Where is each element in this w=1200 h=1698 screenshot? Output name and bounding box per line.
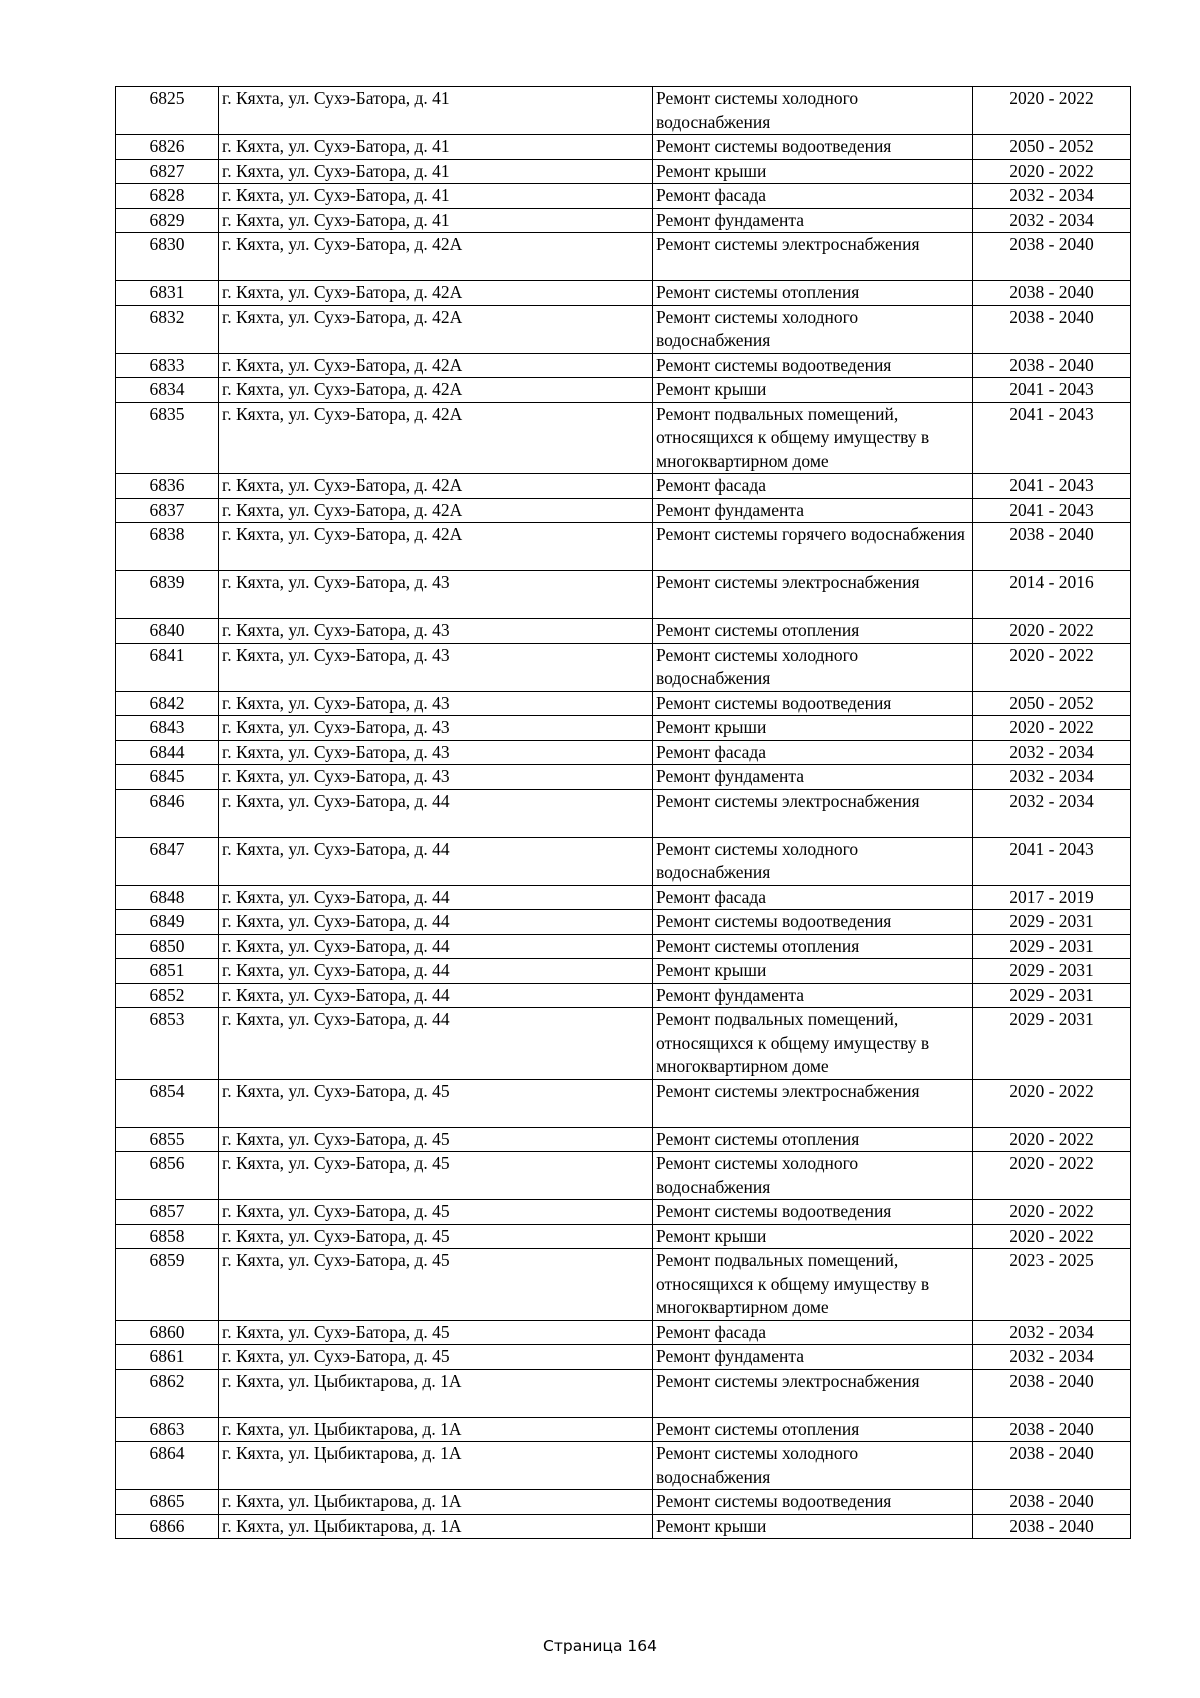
- address-cell: г. Кяхта, ул. Сухэ-Батора, д. 41: [219, 87, 653, 135]
- row-number-cell: 6860: [116, 1320, 219, 1345]
- work-type-cell: Ремонт крыши: [653, 159, 973, 184]
- period-cell: 2041 - 2043: [973, 402, 1131, 474]
- work-type-cell: Ремонт системы водоотведения: [653, 691, 973, 716]
- work-type-cell: Ремонт фасада: [653, 740, 973, 765]
- row-number-cell: 6830: [116, 233, 219, 281]
- row-number-cell: 6846: [116, 789, 219, 837]
- address-cell: г. Кяхта, ул. Сухэ-Батора, д. 43: [219, 571, 653, 619]
- address-cell: г. Кяхта, ул. Цыбиктарова, д. 1А: [219, 1442, 653, 1490]
- address-cell: г. Кяхта, ул. Сухэ-Батора, д. 41: [219, 208, 653, 233]
- table-row: [116, 983, 1131, 1008]
- period-cell: 2029 - 2031: [973, 910, 1131, 935]
- page-footer: [0, 1637, 1200, 1655]
- work-type-cell: Ремонт системы отопления: [653, 281, 973, 306]
- address-cell: г. Кяхта, ул. Сухэ-Батора, д. 45: [219, 1320, 653, 1345]
- table-body: [116, 87, 1131, 1539]
- period-cell: 2038 - 2040: [973, 523, 1131, 571]
- address-cell: г. Кяхта, ул. Сухэ-Батора, д. 42А: [219, 402, 653, 474]
- work-type-cell: Ремонт крыши: [653, 716, 973, 741]
- row-number-cell: 6827: [116, 159, 219, 184]
- work-type-cell: Ремонт крыши: [653, 1514, 973, 1539]
- table-row: [116, 1079, 1131, 1127]
- work-type-cell: Ремонт системы холодного водоснабжения: [653, 643, 973, 691]
- period-cell: 2020 - 2022: [973, 1079, 1131, 1127]
- period-cell: 2017 - 2019: [973, 885, 1131, 910]
- table-row: [116, 910, 1131, 935]
- period-cell: 2029 - 2031: [973, 959, 1131, 984]
- period-cell: 2020 - 2022: [973, 619, 1131, 644]
- table-row: [116, 305, 1131, 353]
- address-cell: г. Кяхта, ул. Сухэ-Батора, д. 44: [219, 910, 653, 935]
- work-type-cell: Ремонт системы холодного водоснабжения: [653, 837, 973, 885]
- work-type-cell: Ремонт системы отопления: [653, 1417, 973, 1442]
- period-cell: 2038 - 2040: [973, 233, 1131, 281]
- address-cell: г. Кяхта, ул. Сухэ-Батора, д. 42А: [219, 378, 653, 403]
- work-type-cell: Ремонт системы электроснабжения: [653, 571, 973, 619]
- period-cell: 2038 - 2040: [973, 281, 1131, 306]
- row-number-cell: 6863: [116, 1417, 219, 1442]
- period-cell: 2023 - 2025: [973, 1249, 1131, 1321]
- table-row: [116, 643, 1131, 691]
- table-row: [116, 378, 1131, 403]
- row-number-cell: 6831: [116, 281, 219, 306]
- row-number-cell: 6852: [116, 983, 219, 1008]
- period-cell: 2020 - 2022: [973, 643, 1131, 691]
- row-number-cell: 6834: [116, 378, 219, 403]
- row-number-cell: 6825: [116, 87, 219, 135]
- row-number-cell: 6845: [116, 765, 219, 790]
- address-cell: г. Кяхта, ул. Сухэ-Батора, д. 44: [219, 789, 653, 837]
- work-type-cell: Ремонт системы электроснабжения: [653, 789, 973, 837]
- table-row: [116, 1369, 1131, 1417]
- address-cell: г. Кяхта, ул. Цыбиктарова, д. 1А: [219, 1490, 653, 1515]
- table-row: [116, 523, 1131, 571]
- repair-schedule-table: [115, 86, 1131, 1539]
- address-cell: г. Кяхта, ул. Сухэ-Батора, д. 43: [219, 691, 653, 716]
- address-cell: г. Кяхта, ул. Сухэ-Батора, д. 42А: [219, 498, 653, 523]
- table-row: [116, 1008, 1131, 1080]
- period-cell: 2014 - 2016: [973, 571, 1131, 619]
- period-cell: 2038 - 2040: [973, 1442, 1131, 1490]
- address-cell: г. Кяхта, ул. Сухэ-Батора, д. 42А: [219, 305, 653, 353]
- address-cell: г. Кяхта, ул. Сухэ-Батора, д. 43: [219, 643, 653, 691]
- row-number-cell: 6847: [116, 837, 219, 885]
- address-cell: г. Кяхта, ул. Сухэ-Батора, д. 42А: [219, 353, 653, 378]
- period-cell: 2020 - 2022: [973, 716, 1131, 741]
- work-type-cell: Ремонт системы водоотведения: [653, 1200, 973, 1225]
- row-number-cell: 6862: [116, 1369, 219, 1417]
- table-row: [116, 474, 1131, 499]
- table-row: [116, 184, 1131, 209]
- work-type-cell: Ремонт системы холодного водоснабжения: [653, 87, 973, 135]
- table-row: [116, 159, 1131, 184]
- row-number-cell: 6843: [116, 716, 219, 741]
- table-row: [116, 135, 1131, 160]
- row-number-cell: 6858: [116, 1224, 219, 1249]
- work-type-cell: Ремонт системы холодного водоснабжения: [653, 1152, 973, 1200]
- period-cell: 2050 - 2052: [973, 135, 1131, 160]
- address-cell: г. Кяхта, ул. Цыбиктарова, д. 1А: [219, 1514, 653, 1539]
- work-type-cell: Ремонт фундамента: [653, 208, 973, 233]
- period-cell: 2032 - 2034: [973, 1345, 1131, 1370]
- work-type-cell: Ремонт системы отопления: [653, 1127, 973, 1152]
- work-type-cell: Ремонт крыши: [653, 1224, 973, 1249]
- table-row: [116, 1417, 1131, 1442]
- work-type-cell: Ремонт подвальных помещений, относящихся к общему имуществу в многоквартирном доме: [653, 1008, 973, 1080]
- row-number-cell: 6837: [116, 498, 219, 523]
- period-cell: 2032 - 2034: [973, 740, 1131, 765]
- period-cell: 2032 - 2034: [973, 789, 1131, 837]
- row-number-cell: 6835: [116, 402, 219, 474]
- table-row: [116, 1490, 1131, 1515]
- period-cell: 2050 - 2052: [973, 691, 1131, 716]
- period-cell: 2029 - 2031: [973, 1008, 1131, 1080]
- table-row: [116, 1249, 1131, 1321]
- address-cell: г. Кяхта, ул. Сухэ-Батора, д. 42А: [219, 233, 653, 281]
- row-number-cell: 6842: [116, 691, 219, 716]
- row-number-cell: 6839: [116, 571, 219, 619]
- address-cell: г. Кяхта, ул. Сухэ-Батора, д. 44: [219, 1008, 653, 1080]
- row-number-cell: 6832: [116, 305, 219, 353]
- address-cell: г. Кяхта, ул. Сухэ-Батора, д. 45: [219, 1127, 653, 1152]
- address-cell: г. Кяхта, ул. Сухэ-Батора, д. 42А: [219, 523, 653, 571]
- period-cell: 2041 - 2043: [973, 378, 1131, 403]
- row-number-cell: 6851: [116, 959, 219, 984]
- row-number-cell: 6840: [116, 619, 219, 644]
- table-row: [116, 1200, 1131, 1225]
- table-row: [116, 87, 1131, 135]
- work-type-cell: Ремонт фундамента: [653, 1345, 973, 1370]
- work-type-cell: Ремонт фасада: [653, 184, 973, 209]
- address-cell: г. Кяхта, ул. Сухэ-Батора, д. 43: [219, 765, 653, 790]
- work-type-cell: Ремонт подвальных помещений, относящихся к общему имуществу в многоквартирном доме: [653, 402, 973, 474]
- row-number-cell: 6850: [116, 934, 219, 959]
- address-cell: г. Кяхта, ул. Сухэ-Батора, д. 45: [219, 1249, 653, 1321]
- address-cell: г. Кяхта, ул. Сухэ-Батора, д. 45: [219, 1345, 653, 1370]
- table-row: [116, 691, 1131, 716]
- address-cell: г. Кяхта, ул. Сухэ-Батора, д. 44: [219, 837, 653, 885]
- address-cell: г. Кяхта, ул. Сухэ-Батора, д. 42А: [219, 474, 653, 499]
- work-type-cell: Ремонт системы отопления: [653, 934, 973, 959]
- period-cell: 2038 - 2040: [973, 353, 1131, 378]
- row-number-cell: 6864: [116, 1442, 219, 1490]
- row-number-cell: 6844: [116, 740, 219, 765]
- work-type-cell: Ремонт системы холодного водоснабжения: [653, 1442, 973, 1490]
- address-cell: г. Кяхта, ул. Сухэ-Батора, д. 45: [219, 1200, 653, 1225]
- period-cell: 2038 - 2040: [973, 1514, 1131, 1539]
- period-cell: 2032 - 2034: [973, 765, 1131, 790]
- table-row: [116, 716, 1131, 741]
- address-cell: г. Кяхта, ул. Сухэ-Батора, д. 41: [219, 135, 653, 160]
- address-cell: г. Кяхта, ул. Сухэ-Батора, д. 44: [219, 885, 653, 910]
- table-row: [116, 1345, 1131, 1370]
- period-cell: 2020 - 2022: [973, 87, 1131, 135]
- work-type-cell: Ремонт системы отопления: [653, 619, 973, 644]
- table-row: [116, 353, 1131, 378]
- document-table-container: [115, 86, 1131, 1539]
- work-type-cell: Ремонт системы водоотведения: [653, 353, 973, 378]
- address-cell: г. Кяхта, ул. Цыбиктарова, д. 1А: [219, 1417, 653, 1442]
- row-number-cell: 6865: [116, 1490, 219, 1515]
- work-type-cell: Ремонт системы электроснабжения: [653, 1369, 973, 1417]
- table-row: [116, 934, 1131, 959]
- row-number-cell: 6855: [116, 1127, 219, 1152]
- work-type-cell: Ремонт фундамента: [653, 983, 973, 1008]
- period-cell: 2020 - 2022: [973, 1152, 1131, 1200]
- address-cell: г. Кяхта, ул. Сухэ-Батора, д. 44: [219, 983, 653, 1008]
- row-number-cell: 6848: [116, 885, 219, 910]
- address-cell: г. Кяхта, ул. Сухэ-Батора, д. 45: [219, 1079, 653, 1127]
- address-cell: г. Кяхта, ул. Сухэ-Батора, д. 44: [219, 934, 653, 959]
- table-row: [116, 837, 1131, 885]
- row-number-cell: 6826: [116, 135, 219, 160]
- row-number-cell: 6841: [116, 643, 219, 691]
- address-cell: г. Кяхта, ул. Сухэ-Батора, д. 44: [219, 959, 653, 984]
- period-cell: 2032 - 2034: [973, 208, 1131, 233]
- period-cell: 2020 - 2022: [973, 1224, 1131, 1249]
- row-number-cell: 6849: [116, 910, 219, 935]
- address-cell: г. Кяхта, ул. Сухэ-Батора, д. 42А: [219, 281, 653, 306]
- row-number-cell: 6861: [116, 1345, 219, 1370]
- row-number-cell: 6857: [116, 1200, 219, 1225]
- period-cell: 2029 - 2031: [973, 934, 1131, 959]
- table-row: [116, 571, 1131, 619]
- period-cell: 2041 - 2043: [973, 498, 1131, 523]
- period-cell: 2020 - 2022: [973, 1200, 1131, 1225]
- work-type-cell: Ремонт фасада: [653, 474, 973, 499]
- table-row: [116, 281, 1131, 306]
- row-number-cell: 6838: [116, 523, 219, 571]
- period-cell: 2038 - 2040: [973, 1417, 1131, 1442]
- period-cell: 2029 - 2031: [973, 983, 1131, 1008]
- address-cell: г. Кяхта, ул. Сухэ-Батора, д. 41: [219, 159, 653, 184]
- table-row: [116, 885, 1131, 910]
- table-row: [116, 619, 1131, 644]
- table-row: [116, 1152, 1131, 1200]
- work-type-cell: Ремонт крыши: [653, 959, 973, 984]
- period-cell: 2020 - 2022: [973, 1127, 1131, 1152]
- table-row: [116, 1127, 1131, 1152]
- work-type-cell: Ремонт фундамента: [653, 765, 973, 790]
- period-cell: 2038 - 2040: [973, 1369, 1131, 1417]
- address-cell: г. Кяхта, ул. Сухэ-Батора, д. 45: [219, 1152, 653, 1200]
- table-row: [116, 1514, 1131, 1539]
- row-number-cell: 6856: [116, 1152, 219, 1200]
- period-cell: 2041 - 2043: [973, 474, 1131, 499]
- page-number: Страница 164: [543, 1637, 657, 1655]
- row-number-cell: 6829: [116, 208, 219, 233]
- work-type-cell: Ремонт системы холодного водоснабжения: [653, 305, 973, 353]
- table-row: [116, 1320, 1131, 1345]
- row-number-cell: 6828: [116, 184, 219, 209]
- period-cell: 2038 - 2040: [973, 305, 1131, 353]
- row-number-cell: 6859: [116, 1249, 219, 1321]
- table-row: [116, 1224, 1131, 1249]
- period-cell: 2032 - 2034: [973, 1320, 1131, 1345]
- work-type-cell: Ремонт фасада: [653, 885, 973, 910]
- address-cell: г. Кяхта, ул. Сухэ-Батора, д. 43: [219, 619, 653, 644]
- work-type-cell: Ремонт крыши: [653, 378, 973, 403]
- work-type-cell: Ремонт подвальных помещений, относящихся к общему имуществу в многоквартирном доме: [653, 1249, 973, 1321]
- table-row: [116, 402, 1131, 474]
- table-row: [116, 740, 1131, 765]
- row-number-cell: 6854: [116, 1079, 219, 1127]
- table-row: [116, 233, 1131, 281]
- period-cell: 2032 - 2034: [973, 184, 1131, 209]
- address-cell: г. Кяхта, ул. Сухэ-Батора, д. 41: [219, 184, 653, 209]
- row-number-cell: 6853: [116, 1008, 219, 1080]
- address-cell: г. Кяхта, ул. Цыбиктарова, д. 1А: [219, 1369, 653, 1417]
- work-type-cell: Ремонт фасада: [653, 1320, 973, 1345]
- work-type-cell: Ремонт системы электроснабжения: [653, 233, 973, 281]
- table-row: [116, 765, 1131, 790]
- work-type-cell: Ремонт фундамента: [653, 498, 973, 523]
- work-type-cell: Ремонт системы горячего водоснабжения: [653, 523, 973, 571]
- table-row: [116, 1442, 1131, 1490]
- period-cell: 2020 - 2022: [973, 159, 1131, 184]
- row-number-cell: 6836: [116, 474, 219, 499]
- period-cell: 2038 - 2040: [973, 1490, 1131, 1515]
- work-type-cell: Ремонт системы водоотведения: [653, 1490, 973, 1515]
- table-row: [116, 959, 1131, 984]
- row-number-cell: 6866: [116, 1514, 219, 1539]
- work-type-cell: Ремонт системы водоотведения: [653, 910, 973, 935]
- address-cell: г. Кяхта, ул. Сухэ-Батора, д. 43: [219, 716, 653, 741]
- row-number-cell: 6833: [116, 353, 219, 378]
- work-type-cell: Ремонт системы электроснабжения: [653, 1079, 973, 1127]
- table-row: [116, 208, 1131, 233]
- table-row: [116, 498, 1131, 523]
- period-cell: 2041 - 2043: [973, 837, 1131, 885]
- address-cell: г. Кяхта, ул. Сухэ-Батора, д. 43: [219, 740, 653, 765]
- work-type-cell: Ремонт системы водоотведения: [653, 135, 973, 160]
- address-cell: г. Кяхта, ул. Сухэ-Батора, д. 45: [219, 1224, 653, 1249]
- table-row: [116, 789, 1131, 837]
